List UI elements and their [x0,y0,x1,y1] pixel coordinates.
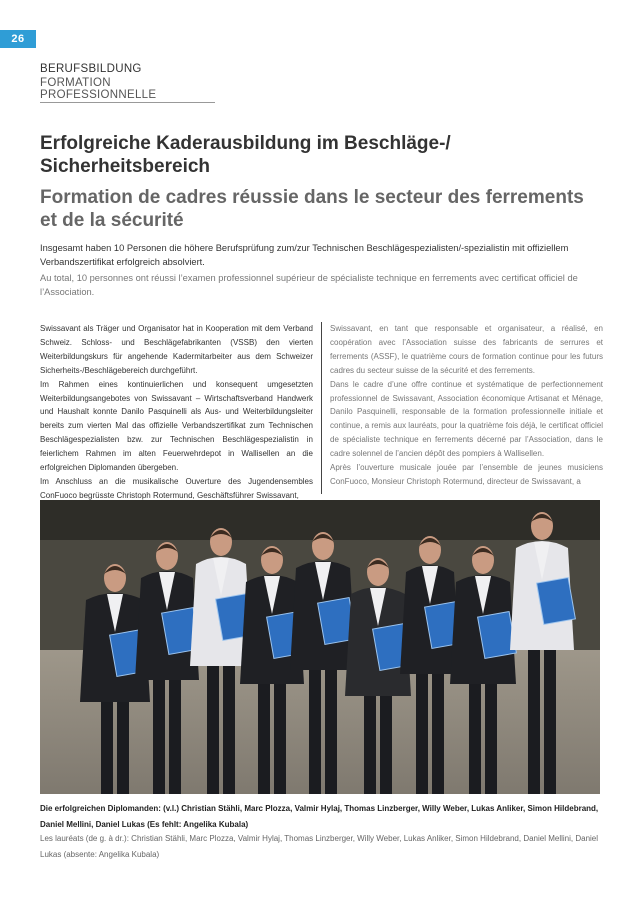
photo-caption-de: Die erfolgreichen Diplomanden: (v.l.) Christian Stähli, Marc Plozza, Valmir Hylaj, Thomas Linzberger, Willy Weber, Lukas Anliker, Simon Hildebrand, Daniel Mellini, Daniel Lukas (Es fehlt: Angelika Kubala) [40,804,599,829]
article-title-fr: Formation de cadres réussie dans le secteur des ferrements et de la sécurité [40,187,584,231]
lead-paragraph-fr: Au total, 10 personnes ont réussi l’examen professionnel supérieur de spécialiste technique en ferrements avec certificat officiel de l’Association. [40,273,578,297]
body-paragraph: Im Rahmen eines kontinuierlichen und konsequent umgesetzten Weiterbildungsangebotes von Swissavant – Wirtschaftsverband Handwerk und Haushalt konnte Danilo Pasquinelli als Aus- und Weiterbildungsleiter bereits zum vierten Mal das offizielle Verbandszertifikat zum Technischen Beschlägespezialisten bzw. zur Technischen Beschlägespezialistin in feierlichem Rahmen im alten Feuerwehrdepot in Wallisellen an die erfolgreichen Diplomanden übergeben. [40,379,313,473]
lead-paragraph-de: Insgesamt haben 10 Personen die höhere Berufsprüfung zum/zur Technischen Beschlägespezialisten/-spezialistin mit offiziellem Verbandszertifikat erfolgreich absolviert. [40,243,569,267]
group-photo-illustration [40,500,600,794]
body-paragraph: Im Anschluss an die musikalische Ouverture des Jugendensembles ConFuoco begrüsste Christoph Rotermund, Geschäftsführer Swissavant, [40,476,313,500]
body-paragraph: Swissavant, en tant que responsable et organisateur, a réalisé, en coopération avec l’Association suisse des fabricants de serrures et ferrements (ASSF), le quatrième cours de formation continue pour les futurs cadres du secteur suisse de la sécurité et des ferrements. [330,324,603,375]
body-paragraph: Dans le cadre d’une offre continue et systématique de perfectionnement professionnel de Swissavant, Association économique Artisanat et Ménage, Danilo Pasquinelli, responsable de la formation professionnelle initiale et continue, a remis aux lauréats, pour la quatrième fois déjà, le certificat officiel de spécialiste technique en ferrements décerné par l’Association, dans le cadre solennel de l’ancien dépôt des pompiers à Wallisellen. [330,379,603,459]
body-paragraph: Swissavant als Träger und Organisator hat in Kooperation mit dem Verband Schweiz. Schloss- und Beschlägefabrikanten (VSSB) den vierten Weiterbildungskurs für angehende Kadermitarbeiter aus dem Schweizer Sicherheits-/Beschlägebereich durchgeführt. [40,324,313,375]
photo-caption-fr: Les lauréats (de g. à dr.): Christian Stähli, Marc Plozza, Valmir Hylaj, Thomas Linzberger, Willy Weber, Lukas Anliker, Simon Hildebrand, Daniel Mellini, Daniel Lukas (absente: Angelika Kubala) [40,834,599,859]
article-title-de: Erfolgreiche Kaderausbildung im Beschläge-/ Sicherheitsbereich [40,133,451,177]
section-label-fr: FORMATION PROFESSIONNELLE [40,77,215,103]
certificate-icon [537,578,576,625]
body-column-de [40,322,313,503]
page-number: 26 [0,30,36,48]
body-column-fr [330,322,603,489]
group-photo [40,500,600,794]
certificate-icon [478,612,517,659]
body-paragraph: Après l’ouverture musicale jouée par l’ensemble de jeunes musiciens ConFuoco, Monsieur Christoph Rotermund, directeur de Swissavant, a [330,463,603,486]
section-label-de: BERUFSBILDUNG [40,63,142,75]
column-divider [321,322,322,494]
